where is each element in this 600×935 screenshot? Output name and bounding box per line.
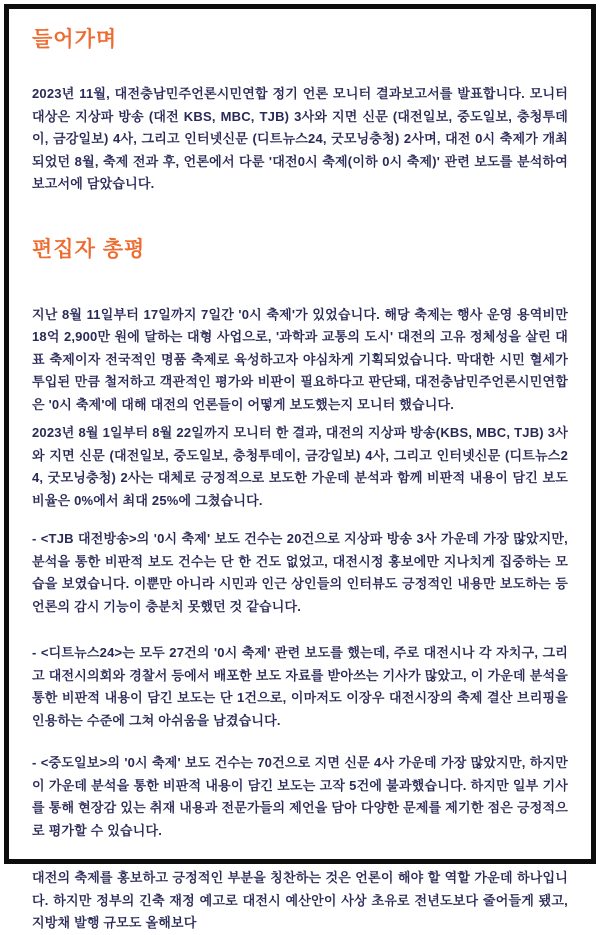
section-heading-editor-review: 편집자 총평 [32, 237, 146, 261]
review-paragraph-closing: 대전의 축제를 홍보하고 긍정적인 부분을 칭찬하는 것은 언론이 해야 할 역할 가운데 하나입니다. 하지만 정부의 긴축 재정 예고로 대전시 예산안이 사상 초유로 전년도보다 줄어들게 됐고, 지방채 발행 규모도 올해보다 [32, 870, 568, 930]
review-paragraph-overview: 지난 8월 11일부터 17일까지 7일간 '0시 축제'가 있었습니다. 해당 축제는 행사 운영 용역비만 18억 2,900만 원에 달하는 대형 사업으로, '과학과 교통의 도시' 대전의 고유 정체성을 살린 대표 축제이자 전국적인 명품 축제로 육성하고자 야심차게 기획되었습니다. 막대한 시민 혈세가 투입된 만큼 철저하고 객관적인 평가와 비판이 필요하다고 판단돼, 대전충남민주언론시민연합은 '0시 축제'에 대해 대전의 언론들이 어떻게 보도했는지 모니터 했습니다. [32, 306, 568, 412]
section-heading-intro: 들어가며 [32, 28, 118, 51]
report-page-border [4, 4, 596, 930]
review-paragraph-joongdo: - <중도일보>의 '0시 축제' 보도 건수는 70건으로 지면 신문 4사 가운데 가장 많았지만, 하지만 이 가운데 분석을 통한 비판적 내용이 담긴 보도는 고작 5건에 불과했습니다. 하지만 일부 기사를 통해 현장감 있는 취재 내용과 전문가들의 제언을 담아 다양한 문제를 제기한 점은 긍정적으로 평가할 수 있습니다. [32, 755, 568, 838]
review-paragraph-tjb: - <TJB 대전방송>의 '0시 축제' 보도 건수는 20건으로 지상파 방송 3사 가운데 가장 많았지만, 분석을 통한 비판적 보도 건수는 단 한 건도 없었고, 대전시정 홍보에만 지나치게 집중하는 모습을 보였습니다. 이뿐만 아니라 시민과 인근 상인들의 인터뷰도 긍정적인 내용만 보도하는 등 언론의 감시 기능이 충분치 못했던 것 같습니다. [32, 531, 568, 614]
review-paragraph-monitor-result: 2023년 8월 1일부터 8월 22일까지 모니터 한 결과, 대전의 지상파 방송(KBS, MBC, TJB) 3사와 지면 신문 (대전일보, 중도일보, 충청투데이, 금강일보) 4사, 그리고 인터넷신문 (디트뉴스24, 굿모닝충청) 2사는 대체로 긍정적으로 보도한 가운데 분석과 함께 비판적 내용이 담긴 보도 비율은 0%에서 최대 25%에 그쳤습니다. [32, 425, 568, 508]
report-content [9, 9, 591, 935]
review-paragraph-ditnews: - <디트뉴스24>는 모두 27건의 '0시 축제' 관련 보도를 했는데, 주로 대전시나 각 자치구, 그리고 대전시의회와 경찰서 등에서 배포한 보도 자료를 받아쓰는 기사가 많았고, 이 가운데 분석을 통한 비판적 내용이 담긴 보도는 단 1건으로, 이마저도 이장우 대전시장의 축제 결산 브리핑을 인용하는 수준에 그쳐 아쉬움을 남겼습니다. [32, 645, 568, 728]
intro-paragraph: 2023년 11월, 대전충남민주언론시민연합 정기 언론 모니터 결과보고서를 발표합니다. 모니터 대상은 지상파 방송 (대전 KBS, MBC, TJB) 3사와 지면 신문 (대전일보, 중도일보, 충청투데이, 금강일보) 4사, 그리고 인터넷신문 (디트뉴스24, 굿모닝충청) 2사며, 대전 0시 축제가 개최되었던 8월, 축제 전과 후, 언론에서 다룬 '대전0시 축제(이하 0시 축제)' 관련 보도를 분석하여 보고서에 담았습니다. [32, 86, 568, 191]
